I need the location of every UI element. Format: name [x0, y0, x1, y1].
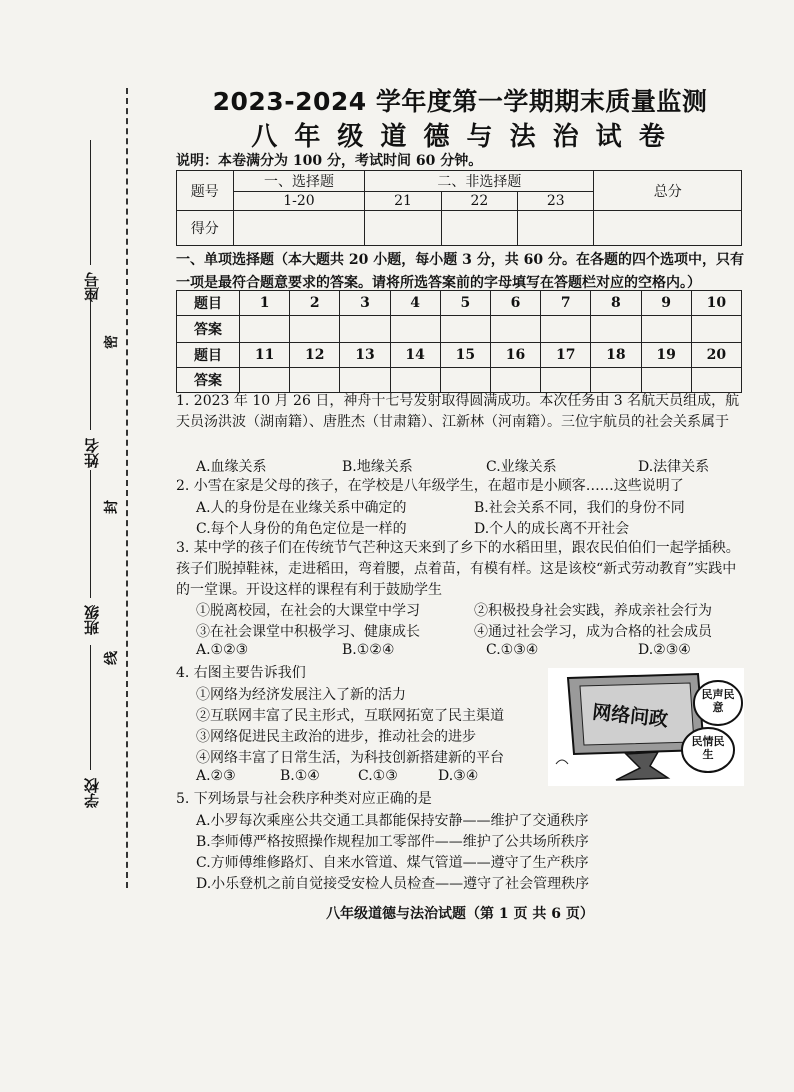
section1-heading: 一、单项选择题（本大题共 20 小题，每小题 3 分，共 60 分。在各题的四个选项中，只有一项是最符合题意要求的答案。请将所选答案前的字母填写在答题栏对应的空格内。） — [176, 252, 744, 291]
answer-q-number: 13 — [340, 343, 390, 368]
answer-cell[interactable] — [541, 316, 591, 343]
q1-option-d: D.法律关系 — [638, 459, 710, 475]
answer-q-number: 17 — [541, 343, 591, 368]
answer-q-number: 11 — [240, 343, 290, 368]
score-section2: 二、非选择题 — [365, 171, 594, 192]
score-cell[interactable] — [365, 211, 441, 246]
answer-cell[interactable] — [591, 316, 641, 343]
score-col: 23 — [518, 192, 594, 211]
answer-q-number: 5 — [440, 291, 490, 316]
q1-option-a: A.血缘关系 — [196, 459, 267, 475]
cartoon-illustration — [548, 668, 744, 786]
q4-item-1: ①网络为经济发展注入了新的活力 — [196, 687, 406, 703]
seat-field[interactable] — [78, 272, 104, 302]
answer-cell[interactable] — [440, 316, 490, 343]
cartoon-bubble-2-text-box — [688, 735, 728, 769]
score-cell[interactable] — [441, 211, 517, 246]
q3-option-c: C.①③④ — [486, 642, 539, 658]
answer-cell[interactable] — [691, 316, 741, 343]
name-underline — [90, 300, 91, 430]
q2-stem: 2. 小雪在家是父母的孩子，在学校是八年级学生，在超市是小顾客……这些说明了 — [176, 478, 684, 494]
binding-dashed-line — [126, 88, 128, 888]
q2-option-c: C.每个人身份的角色定位是一样的 — [196, 521, 407, 537]
answer-q-number: 3 — [340, 291, 390, 316]
answer-q-number: 15 — [440, 343, 490, 368]
class-underline — [90, 470, 91, 598]
score-cell[interactable] — [233, 211, 365, 246]
answer-q-number: 8 — [591, 291, 641, 316]
answer-q-number: 19 — [641, 343, 691, 368]
answer-cell[interactable] — [240, 316, 290, 343]
seal-char-feng: 封 — [104, 500, 120, 514]
answer-q-number: 7 — [541, 291, 591, 316]
page-footer: 八年级道德与法治试题（第 1 页 共 6 页） — [326, 906, 594, 922]
exam-note: 说明：本卷满分为 100 分，考试时间 60 分钟。 — [176, 153, 483, 169]
answer-cell[interactable] — [641, 316, 691, 343]
answer-q-number: 20 — [691, 343, 741, 368]
q5-option-d: D.小乐登机之前自觉接受安检人员检查——遵守了社会管理秩序 — [196, 876, 590, 892]
q4-item-2: ②互联网丰富了民主形式，互联网拓宽了民主渠道 — [196, 708, 504, 724]
answer-cell[interactable] — [440, 368, 490, 393]
score-table — [176, 170, 742, 246]
q3-option-b: B.①②④ — [342, 642, 395, 658]
q3-item-1: ①脱离校园，在社会的大课堂中学习 — [196, 603, 420, 619]
seat-underline — [90, 140, 91, 265]
answer-cell[interactable] — [340, 316, 390, 343]
name-field[interactable] — [78, 438, 104, 468]
q2-option-d: D.个人的成长离不开社会 — [474, 521, 630, 537]
score-col: 21 — [365, 192, 441, 211]
q5-option-b: B.李师傅严格按照操作规程加工零部件——维护了公共场所秩序 — [196, 834, 589, 850]
score-cell[interactable] — [518, 211, 594, 246]
answer-q-number: 9 — [641, 291, 691, 316]
answer-q-number: 14 — [390, 343, 440, 368]
answer-cell[interactable] — [340, 368, 390, 393]
q2-option-b: B.社会关系不同，我们的身份不同 — [474, 500, 685, 516]
q1-option-b: B.地缘关系 — [342, 459, 413, 475]
q3-stem: 3. 某中学的孩子们在传统节气芒种这天来到了乡下的水稻田里，跟农民伯伯们一起学插秧。孩子们脱掉鞋袜，走进稻田，弯着腰，点着苗，有模有样。这是该校“新式劳动教育”实践中的一堂课。开设这样的课程有利于鼓励学生 — [176, 540, 740, 598]
school-underline — [90, 645, 91, 770]
seat-label: 座号 — [82, 272, 101, 302]
score-row-label-number: 题号 — [177, 171, 234, 211]
q3-item-4: ④通过社会学习，成为合格的社会成员 — [474, 624, 712, 640]
answer-cell[interactable] — [541, 368, 591, 393]
class-label: 班级 — [82, 605, 101, 635]
q1-option-c: C.业缘关系 — [486, 459, 557, 475]
school-label: 学校 — [82, 778, 101, 808]
answer-cell[interactable] — [390, 368, 440, 393]
answer-cell[interactable] — [290, 368, 340, 393]
cartoon-svg — [548, 668, 744, 786]
answer-q-number: 4 — [390, 291, 440, 316]
q3-item-3: ③在社会课堂中积极学习、健康成长 — [196, 624, 420, 640]
q4-option-b: B.①④ — [280, 768, 320, 784]
cartoon-bubble-2-text: 民情民生 — [691, 735, 725, 761]
answer-cell[interactable] — [390, 316, 440, 343]
answer-cell[interactable] — [691, 368, 741, 393]
q5-option-c: C.方师傅维修路灯、自来水管道、煤气管道——遵守了生产秩序 — [196, 855, 589, 871]
answer-q-number: 10 — [691, 291, 741, 316]
answer-cell[interactable] — [240, 368, 290, 393]
q3-option-a: A.①②③ — [196, 642, 249, 658]
cartoon-bubble-1-text: 民声民意 — [701, 688, 735, 714]
answer-a-label: 答案 — [177, 316, 240, 343]
answer-cell[interactable] — [290, 316, 340, 343]
cartoon-bubble-1-text-box — [698, 688, 738, 722]
name-label: 姓名 — [82, 438, 101, 468]
answer-q-label: 题目 — [177, 343, 240, 368]
q5-stem: 5. 下列场景与社会秩序种类对应正确的是 — [176, 791, 432, 807]
answer-cell[interactable] — [490, 316, 540, 343]
answer-q-number: 6 — [490, 291, 540, 316]
answer-a-label: 答案 — [177, 368, 240, 393]
answer-q-number: 16 — [490, 343, 540, 368]
answer-table — [176, 290, 742, 393]
cartoon-text-main: 网络问政 — [591, 701, 670, 732]
answer-q-number: 2 — [290, 291, 340, 316]
seal-char-mi: 密 — [104, 335, 120, 349]
q4-option-d: D.③④ — [438, 768, 479, 784]
answer-cell[interactable] — [490, 368, 540, 393]
seal-char-xian: 线 — [104, 651, 120, 665]
score-total-label: 总分 — [594, 171, 742, 211]
q1-stem: 1. 2023 年 10 月 26 日，神舟十七号发射取得圆满成功。本次任务由 3 名航天员组成，航天员汤洪波（湖南籍）、唐胜杰（甘肃籍）、江新林（河南籍）。三位宇航员的社会关系属于 — [176, 393, 740, 430]
answer-cell[interactable] — [591, 368, 641, 393]
q4-option-c: C.①③ — [358, 768, 398, 784]
answer-q-label: 题目 — [177, 291, 240, 316]
q4-item-4: ④网络丰富了日常生活，为科技创新搭建新的平台 — [196, 750, 504, 766]
q3-item-2: ②积极投身社会实践，养成亲社会行为 — [474, 603, 712, 619]
score-cell[interactable] — [594, 211, 742, 246]
class-field[interactable] — [78, 605, 104, 635]
answer-q-number: 12 — [290, 343, 340, 368]
q3-option-d: D.②③④ — [638, 642, 691, 658]
answer-cell[interactable] — [641, 368, 691, 393]
q5-option-a: A.小罗每次乘座公共交通工具都能保持安静——维护了交通秩序 — [196, 813, 589, 829]
q4-item-3: ③网络促进民主政治的进步，推动社会的进步 — [196, 729, 476, 745]
q2-option-a: A.人的身份是在业缘关系中确定的 — [196, 500, 407, 516]
score-col: 22 — [441, 192, 517, 211]
q4-option-a: A.②③ — [196, 768, 236, 784]
exam-title: 2023-2024 学年度第一学期期末质量监测 — [212, 87, 708, 116]
score-row-label-score: 得分 — [177, 211, 234, 246]
school-field[interactable] — [78, 778, 104, 808]
answer-q-number: 1 — [240, 291, 290, 316]
score-section1: 一、选择题 — [233, 171, 365, 192]
score-col: 1-20 — [233, 192, 365, 211]
answer-q-number: 18 — [591, 343, 641, 368]
exam-subtitle: 八 年 级 道 德 与 法 治 试 卷 — [251, 122, 669, 152]
q4-stem: 4. 右图主要告诉我们 — [176, 665, 306, 681]
